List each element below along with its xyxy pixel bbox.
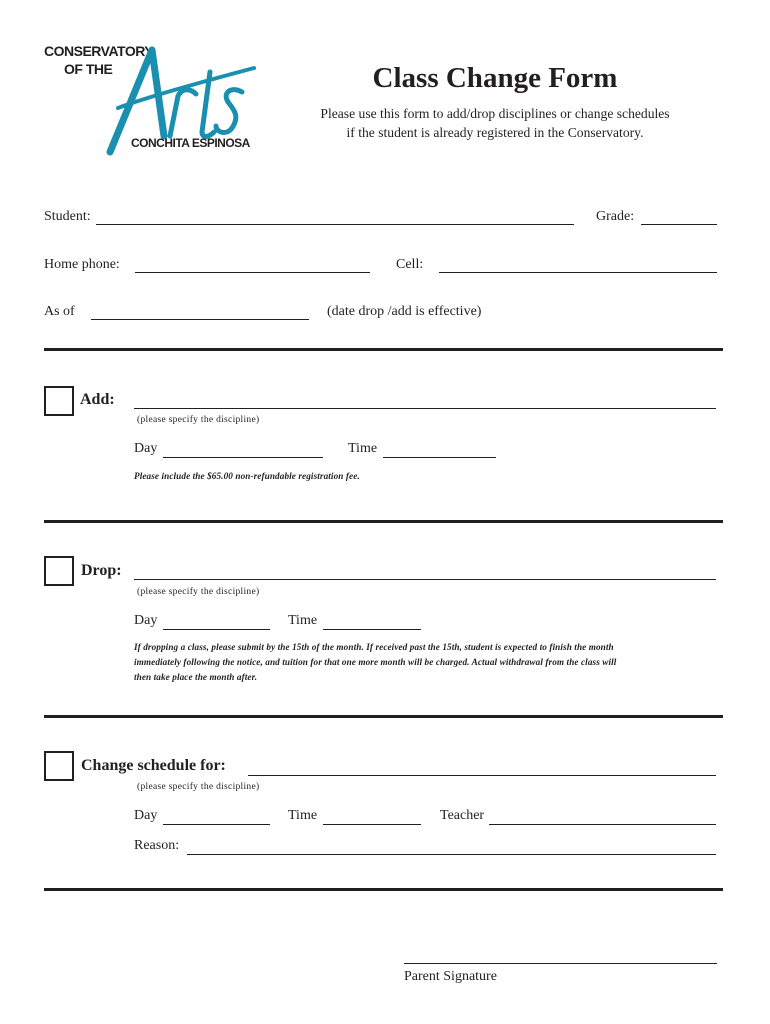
divider-3: [44, 715, 723, 718]
home-phone-label: Home phone:: [44, 257, 120, 272]
change-time-label: Time: [288, 808, 318, 823]
as-of-note: (date drop /add is effective): [327, 304, 482, 319]
drop-label: Drop:: [81, 562, 122, 579]
change-teacher-field[interactable]: [489, 824, 716, 825]
change-checkbox[interactable]: [44, 751, 74, 781]
add-time-field[interactable]: [383, 457, 496, 458]
add-day-field[interactable]: [163, 457, 323, 458]
subtitle-line-1: Please use this form to add/drop disciplines or change schedules: [320, 106, 670, 121]
drop-day-field[interactable]: [163, 629, 270, 630]
drop-discipline-field[interactable]: [134, 579, 716, 580]
change-day-label: Day: [134, 808, 158, 823]
student-field[interactable]: [96, 224, 574, 225]
drop-hint: (please specify the discipline): [137, 587, 260, 597]
logo-line2: OF THE: [64, 61, 113, 77]
add-note: Please include the $65.00 non-refundable registration fee.: [134, 471, 360, 481]
drop-note-line-1: If dropping a class, please submit by the 15th of the month. If received past the 15th, student is expected to finish the month: [134, 642, 614, 652]
grade-field[interactable]: [641, 224, 717, 225]
add-day-label: Day: [134, 441, 158, 456]
divider-1: [44, 348, 723, 351]
as-of-field[interactable]: [91, 319, 309, 320]
change-day-field[interactable]: [163, 824, 270, 825]
add-label: Add:: [80, 391, 115, 408]
add-time-label: Time: [348, 441, 378, 456]
student-label: Student:: [44, 209, 91, 224]
grade-label: Grade:: [596, 209, 635, 224]
drop-note-line-2: immediately following the notice, and tuition for that one more month will be charged. Actual withdrawal from the class will: [134, 657, 617, 667]
logo-line3: CONCHITA ESPINOSA: [131, 136, 250, 150]
drop-day-label: Day: [134, 613, 158, 628]
divider-2: [44, 520, 723, 523]
page-title: Class Change Form: [372, 62, 618, 94]
change-reason-field[interactable]: [187, 854, 716, 855]
drop-time-label: Time: [288, 613, 318, 628]
cell-field[interactable]: [439, 272, 717, 273]
divider-4: [44, 888, 723, 891]
add-discipline-field[interactable]: [134, 408, 716, 409]
change-time-field[interactable]: [323, 824, 421, 825]
as-of-label: As of: [44, 304, 75, 319]
cell-label: Cell:: [396, 257, 424, 272]
drop-checkbox[interactable]: [44, 556, 74, 586]
change-discipline-field[interactable]: [248, 775, 716, 776]
signature-field[interactable]: [404, 963, 717, 964]
change-reason-label: Reason:: [134, 838, 180, 853]
home-phone-field[interactable]: [135, 272, 370, 273]
add-checkbox[interactable]: [44, 386, 74, 416]
change-hint: (please specify the discipline): [137, 782, 260, 792]
logo-line1: CONSERVATORY: [44, 43, 154, 59]
change-label: Change schedule for:: [81, 757, 226, 774]
drop-time-field[interactable]: [323, 629, 421, 630]
add-hint: (please specify the discipline): [137, 415, 260, 425]
signature-label: Parent Signature: [404, 969, 497, 984]
drop-note-line-3: then take place the month after.: [134, 672, 258, 682]
logo: [44, 44, 264, 160]
change-teacher-label: Teacher: [440, 808, 485, 823]
subtitle-line-2: if the student is already registered in the Conservatory.: [346, 125, 644, 140]
